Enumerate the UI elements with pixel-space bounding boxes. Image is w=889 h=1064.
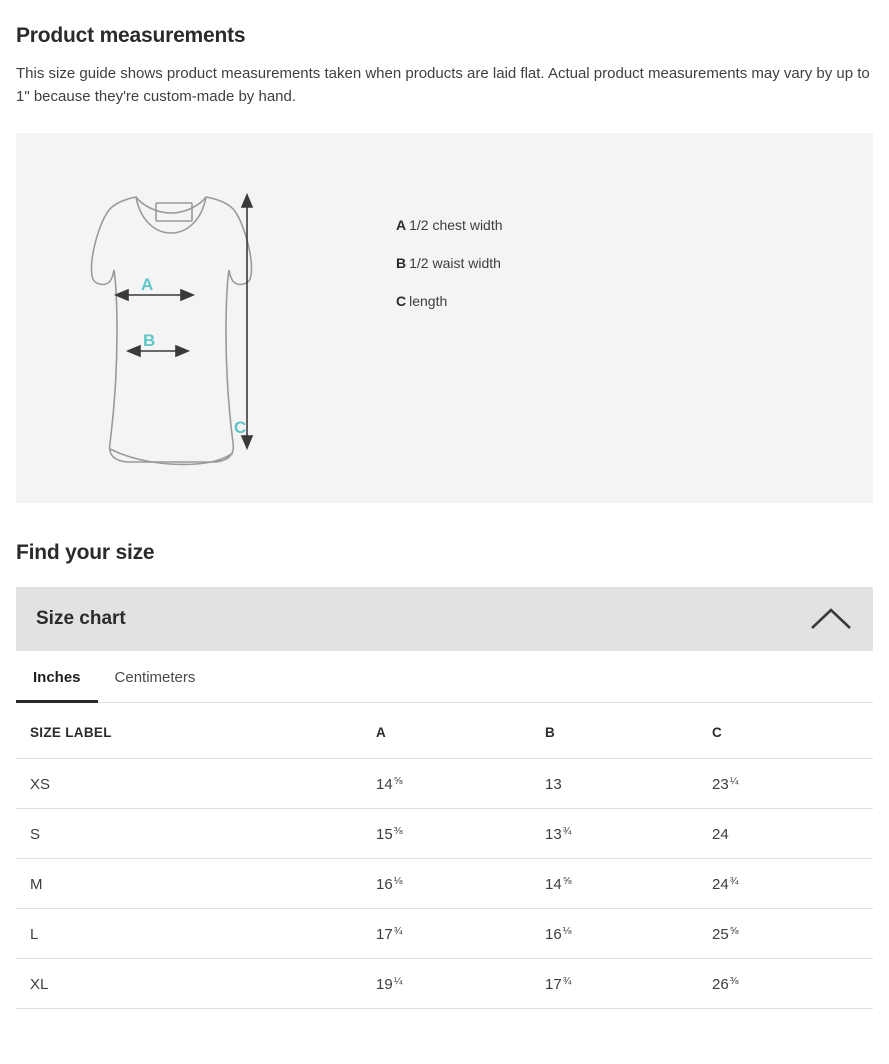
table-row — [16, 809, 873, 859]
column-header-a: A — [362, 703, 531, 759]
diagram-label-c: C — [234, 418, 247, 437]
cell-c: 24 — [698, 809, 873, 859]
legend-key-a: A — [396, 217, 407, 233]
table-row — [16, 959, 873, 1009]
cell-size: S — [16, 809, 362, 859]
cell-size: XS — [16, 759, 362, 809]
column-header-size-label: SIZE LABEL — [16, 703, 362, 759]
size-chart-accordion-header[interactable] — [16, 587, 873, 651]
size-chart-table — [16, 703, 873, 1009]
cell-size: L — [16, 909, 362, 959]
table-row — [16, 909, 873, 959]
cell-c: $25^{\frac{5}{8}}$ — [698, 909, 873, 959]
cell-a: $17^{\frac{3}{4}}$ — [362, 909, 531, 959]
chevron-up-icon[interactable] — [809, 604, 853, 634]
unit-tabs — [16, 651, 873, 703]
garment-diagram — [16, 133, 386, 503]
legend-text-c: length — [409, 293, 448, 309]
diagram-legend — [386, 216, 503, 420]
legend-key-b: B — [396, 255, 407, 271]
legend-text-b: 1/2 waist width — [409, 255, 501, 271]
tab-centimeters[interactable]: Centimeters — [114, 669, 196, 686]
measurements-description: This size guide shows product measurements taken when products are laid flat. Actual product measurements may vary by up to 1" because they're custom-made by hand. — [16, 65, 870, 105]
cell-c: $26^{\frac{3}{8}}$ — [698, 959, 873, 1009]
cell-a: $19^{\frac{1}{4}}$ — [362, 959, 531, 1009]
cell-size: M — [16, 859, 362, 909]
cell-a: $15^{\frac{3}{8}}$ — [362, 809, 531, 859]
cell-b: 13 — [531, 759, 698, 809]
table-row — [16, 859, 873, 909]
size-guide-page — [0, 24, 889, 1009]
cell-b: $17^{\frac{3}{4}}$ — [531, 959, 698, 1009]
page-title: Product measurements — [16, 24, 246, 47]
tab-inches[interactable]: Inches — [16, 651, 98, 703]
cell-c: $23^{\frac{1}{4}}$ — [698, 759, 873, 809]
cell-b: $13^{\frac{3}{4}}$ — [531, 809, 698, 859]
column-header-b: B — [531, 703, 698, 759]
legend-item-a — [396, 216, 503, 234]
legend-item-c — [396, 292, 503, 310]
table-row — [16, 759, 873, 809]
cell-a: $14^{\frac{5}{8}}$ — [362, 759, 531, 809]
size-chart-accordion — [16, 587, 873, 1009]
cell-a: $16^{\frac{1}{8}}$ — [362, 859, 531, 909]
legend-key-c: C — [396, 293, 407, 309]
diagram-label-a: A — [141, 275, 154, 294]
size-chart-title: Size chart — [36, 608, 126, 629]
measurement-diagram-panel — [16, 133, 873, 503]
cell-b: $14^{\frac{5}{8}}$ — [531, 859, 698, 909]
table-header-row — [16, 703, 873, 759]
diagram-label-b: B — [143, 331, 156, 350]
column-header-c: C — [698, 703, 873, 759]
cell-c: $24^{\frac{3}{4}}$ — [698, 859, 873, 909]
legend-text-a: 1/2 chest width — [409, 217, 503, 233]
legend-item-b — [396, 254, 503, 272]
cell-size: XL — [16, 959, 362, 1009]
find-your-size-title: Find your size — [16, 541, 155, 564]
cell-b: $16^{\frac{1}{8}}$ — [531, 909, 698, 959]
